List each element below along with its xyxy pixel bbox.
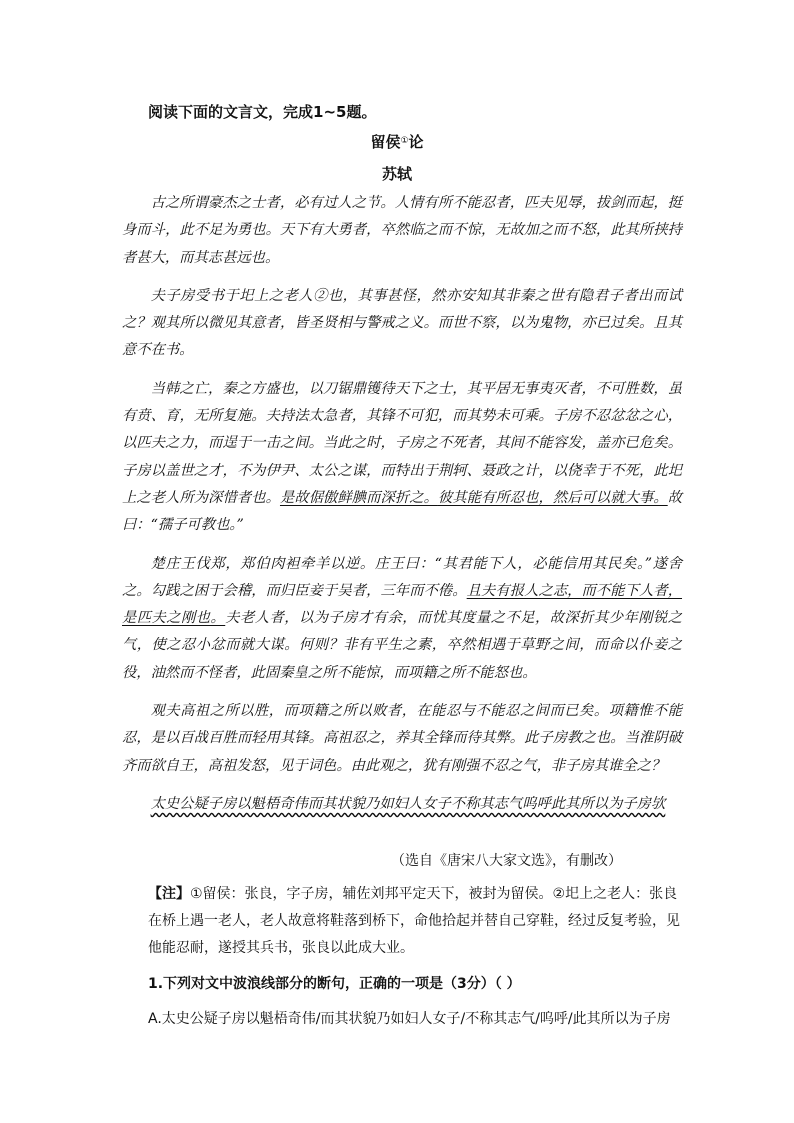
paragraph-text: 当韩之亡，秦之方盛也，以刀锯鼎镬待天下之士，其平居无事夷灭者，不可胜数，虽有贲、育，无所复施。夫持法太急者，其锋不可犯，而其势未可乘。子房不忍忿忿之心，以匹夫之力，而逞于一击之间。当此之时，子房之不死者，其间不能容发，盖亦已危矣。子房以盖世之才，不为伊尹、太公之谋，而特出于荆轲、聂政之计，以侥幸于不死，此圯上之老人所为深惜者也。 <box>122 380 682 506</box>
note-heading: 【注】 <box>148 886 190 902</box>
paragraph-text: 故曰：“孺子可教也。” <box>122 489 683 534</box>
source-citation: （选自《唐宋八大家文选》，有删改） <box>391 853 622 869</box>
paragraph-text: 夫子房受书于圯上之老人②也，其事甚怪，然亦安知其非秦之世有隐君子者出而试之？观其所以微见其意者，皆圣贤相与警戒之义。而世不察，以为鬼物，亦已过矣。且其意不在书。 <box>122 287 682 359</box>
essay-paragraph <box>122 551 682 687</box>
note-text: ①留侯：张良，字子房，辅佐刘邦平定天下，被封为留侯。②圯上之老人：张良在桥上遇一老人，老人故意将鞋落到桥下，命他拾起并替自己穿鞋，经过反复考验，见他能忍耐，遂授其兵书，张良以此成大业。 <box>148 886 680 956</box>
essay-title <box>0 131 794 153</box>
reading-instruction: 阅读下面的文言文，完成1~5题。 <box>148 103 377 121</box>
paragraph-text: 观夫高祖之所以胜，而项籍之所以败者，在能忍与不能忍之间而已矣。项籍惟不能忍，是以百战百胜而轻用其锋。高祖忍之，养其全锋而待其弊。此子房教之也。当淮阴破齐而欲自王，高祖发怒，见于词色。由此观之，犹有刚强不忍之气，非子房其谁全之？ <box>122 703 682 774</box>
question-1: 1.下列对文中波浪线部分的断句，正确的一项是（3分）（ ） <box>148 976 521 992</box>
annotation-note <box>148 881 683 962</box>
option-a: A.太史公疑子房以魁梧奇伟/而其状貌乃如妇人女子/不称其志气/呜呼/此其所以为子房 <box>148 1011 671 1027</box>
paragraph-text: 夫老人者，以为子房才有余，而忧其度量之不足，故深折其少年刚锐之气，使之忍小忿而就大谋。何则？非有平生之素，卒然相遇于草野之间，而命以仆妾之役，油然而不怪者，此固秦皇之所不能惊，而项籍之所不能怒也。 <box>122 610 683 681</box>
underlined-sentence: 且夫有报人之志，而不能下人者，是匹夫之刚也。 <box>122 582 683 627</box>
underlined-sentence: 彼其能有所忍也，然后可以就大事。 <box>437 489 668 506</box>
essay-paragraph <box>122 190 682 272</box>
author-name: 苏轼 <box>381 165 412 183</box>
essay-body <box>122 190 682 818</box>
paragraph-text: 古之所谓豪杰之士者，必有过人之节。人情有所不能忍者，匹夫见辱，拔剑而起，挺身而斗，此不足为勇也。天下有大勇者，卒然临之而不惊，无故加之而不怒，此其所挟持者甚大，而其志甚远也。 <box>122 195 682 266</box>
essay-paragraph <box>122 376 682 540</box>
footnote-mark: ① <box>400 136 409 146</box>
paragraph-text: 楚庄王伐郑，郑伯肉袒牵羊以逆。庄王曰：“其君能下人，必能信用其民矣。”遂舍之。勾践之困于会稽，而归臣妾于吴者，三年而不倦。 <box>122 555 682 599</box>
essay-paragraph <box>122 283 682 365</box>
essay-paragraph <box>122 698 682 780</box>
wavy-underlined-text: 太史公疑子房以魁梧奇伟而其状貌乃如妇人女子不称其志气呜呼此其所以为子房欤 <box>150 795 666 812</box>
essay-title-tail: 论 <box>408 133 424 151</box>
underlined-sentence: 是故倨傲鲜腆而深折之。 <box>279 489 438 506</box>
essay-paragraph <box>122 791 682 818</box>
essay-title-main: 留侯 <box>370 133 401 151</box>
